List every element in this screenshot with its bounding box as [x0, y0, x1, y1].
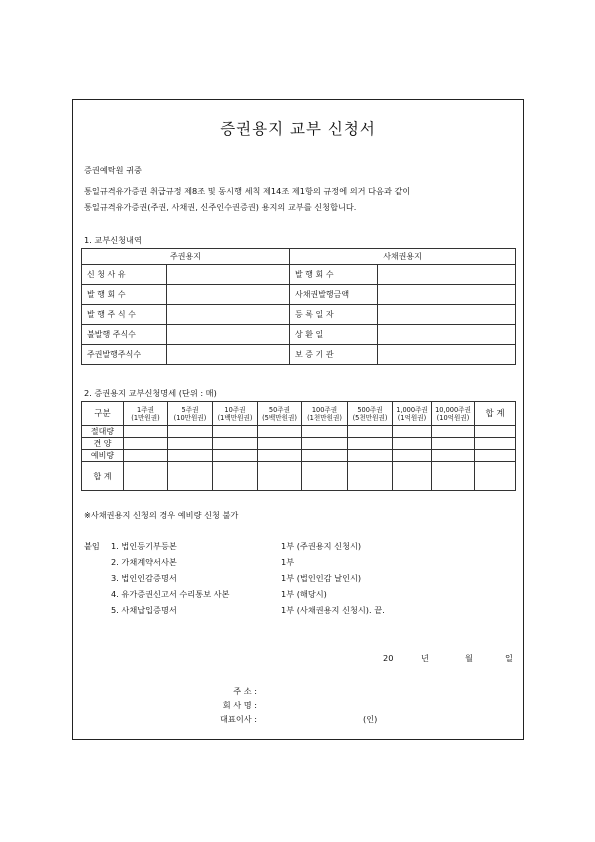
section1-heading: 1. 교부신청내역 — [84, 235, 142, 245]
table-row — [82, 325, 516, 345]
col-header-denomination: 1,000주권 (1억원권) — [393, 402, 432, 426]
row-label: 절대량 — [82, 426, 124, 438]
input-cell[interactable] — [258, 450, 302, 462]
col-header-denomination: 50주권 (5백만원권) — [258, 402, 302, 426]
col-header-denomination: 100주권 (1천만원권) — [302, 402, 348, 426]
input-cell[interactable] — [432, 426, 475, 438]
input-cell[interactable] — [258, 438, 302, 450]
row-label: 등 록 일 자 — [290, 305, 378, 325]
attachment-copies: 1부 (법인인감 날인시) — [281, 573, 362, 583]
intro-line-1: 통일규격유가증권 취급규정 제8조 및 동시행 세칙 제14조 제1항의 규정에 의거 다음과 같이 — [84, 186, 411, 196]
input-cell[interactable] — [475, 450, 516, 462]
table-row — [82, 450, 516, 462]
table-row — [82, 345, 516, 365]
row-label: 발 행 회 수 — [82, 285, 167, 305]
attachment-item: 4. 유가증권신고서 수리통보 사본 — [111, 589, 230, 599]
input-cell[interactable] — [432, 438, 475, 450]
col-header-denomination: 500주권 (5천만원권) — [348, 402, 393, 426]
input-cell[interactable] — [124, 426, 168, 438]
input-cell[interactable] — [167, 345, 290, 365]
row-label: 견 양 — [82, 438, 124, 450]
row-label: 상 환 일 — [290, 325, 378, 345]
row-label: 발 행 주 식 수 — [82, 305, 167, 325]
section2-heading: 2. 증권용지 교부신청명세 (단위 : 매) — [84, 388, 217, 398]
input-cell[interactable] — [393, 450, 432, 462]
table-row — [82, 438, 516, 450]
attachment-copies: 1부 (주권용지 신청시) — [281, 541, 362, 551]
input-cell[interactable] — [348, 450, 393, 462]
col-header-denomination: 5주권 (10만원권) — [168, 402, 213, 426]
input-cell[interactable] — [378, 305, 516, 325]
input-cell[interactable] — [378, 285, 516, 305]
input-cell[interactable] — [302, 438, 348, 450]
ceo-label: 대표이사 : — [220, 714, 257, 724]
date-month-unit: 월 — [465, 653, 473, 663]
input-cell[interactable] — [168, 426, 213, 438]
input-cell[interactable] — [168, 462, 213, 491]
form-frame — [72, 99, 524, 740]
seal-mark: (인) — [363, 714, 378, 724]
row-label: 발 행 회 수 — [290, 265, 378, 285]
input-cell[interactable] — [302, 450, 348, 462]
input-cell[interactable] — [168, 438, 213, 450]
attachment-item: 3. 법인인감증명서 — [111, 573, 177, 583]
addressee: 증권예탁원 귀중 — [84, 165, 142, 175]
issuance-detail-table — [81, 401, 516, 491]
col-header-bond: 사채권용지 — [290, 249, 516, 265]
input-cell[interactable] — [393, 462, 432, 491]
table-row — [82, 305, 516, 325]
address-label: 주 소 : — [233, 686, 257, 696]
row-label: 보 증 기 관 — [290, 345, 378, 365]
col-header-denomination: 10주권 (1백만원권) — [213, 402, 258, 426]
application-details-table — [81, 248, 516, 365]
input-cell[interactable] — [378, 325, 516, 345]
input-cell[interactable] — [378, 345, 516, 365]
input-cell[interactable] — [432, 450, 475, 462]
row-label: 주권발행주식수 — [82, 345, 167, 365]
input-cell[interactable] — [348, 426, 393, 438]
input-cell[interactable] — [302, 426, 348, 438]
col-header-total: 합 계 — [475, 402, 516, 426]
row-label: 불발행 주식수 — [82, 325, 167, 345]
table-row — [82, 285, 516, 305]
company-name-label: 회 사 명 : — [222, 700, 257, 710]
attachment-copies: 1부 (사채권용지 신청시). 끝. — [281, 605, 385, 615]
input-cell[interactable] — [168, 450, 213, 462]
col-header-denomination: 10,000주권 (10억원권) — [432, 402, 475, 426]
row-label: 합 계 — [82, 462, 124, 491]
form-title: 증권용지 교부 신청서 — [220, 120, 376, 138]
input-cell[interactable] — [302, 462, 348, 491]
attachment-item: 2. 가채계약서사본 — [111, 557, 177, 567]
input-cell[interactable] — [167, 305, 290, 325]
attachment-copies: 1부 — [281, 557, 295, 567]
input-cell[interactable] — [167, 265, 290, 285]
input-cell[interactable] — [348, 438, 393, 450]
input-cell[interactable] — [393, 438, 432, 450]
input-cell[interactable] — [167, 325, 290, 345]
table-row — [82, 426, 516, 438]
row-label: 사채권발행금액 — [290, 285, 378, 305]
input-cell[interactable] — [167, 285, 290, 305]
note: ※사채권용지 신청의 경우 예비량 신청 불가 — [84, 510, 239, 520]
input-cell[interactable] — [378, 265, 516, 285]
input-cell[interactable] — [258, 462, 302, 491]
input-cell[interactable] — [348, 462, 393, 491]
date-year-unit: 년 — [421, 653, 429, 663]
input-cell[interactable] — [432, 462, 475, 491]
attachment-item: 1. 법인등기부등본 — [111, 541, 177, 551]
row-label: 예비량 — [82, 450, 124, 462]
attachment-copies: 1부 (해당시) — [281, 589, 327, 599]
input-cell[interactable] — [124, 438, 168, 450]
table-row — [82, 265, 516, 285]
col-header-denomination: 1주권 (1만원권) — [124, 402, 168, 426]
attachments-label: 붙임 — [84, 541, 100, 551]
input-cell[interactable] — [213, 438, 258, 450]
date-day-unit: 일 — [505, 653, 513, 663]
attachment-item: 5. 사채납입증명서 — [111, 605, 177, 615]
row-label: 신 청 사 유 — [82, 265, 167, 285]
input-cell[interactable] — [475, 426, 516, 438]
col-header-stock: 주권용지 — [82, 249, 290, 265]
intro-line-2: 통일규격유가증권(주권, 사채권, 신주인수권증권) 용지의 교부를 신청합니다. — [84, 202, 357, 212]
input-cell[interactable] — [393, 426, 432, 438]
input-cell[interactable] — [475, 462, 516, 491]
input-cell[interactable] — [124, 450, 168, 462]
input-cell[interactable] — [213, 462, 258, 491]
input-cell[interactable] — [213, 426, 258, 438]
input-cell[interactable] — [124, 462, 168, 491]
table-row-total — [82, 462, 516, 491]
date-year: 20 — [383, 653, 394, 663]
input-cell[interactable] — [475, 438, 516, 450]
input-cell[interactable] — [213, 450, 258, 462]
col-header-category: 구분 — [82, 402, 124, 426]
input-cell[interactable] — [258, 426, 302, 438]
